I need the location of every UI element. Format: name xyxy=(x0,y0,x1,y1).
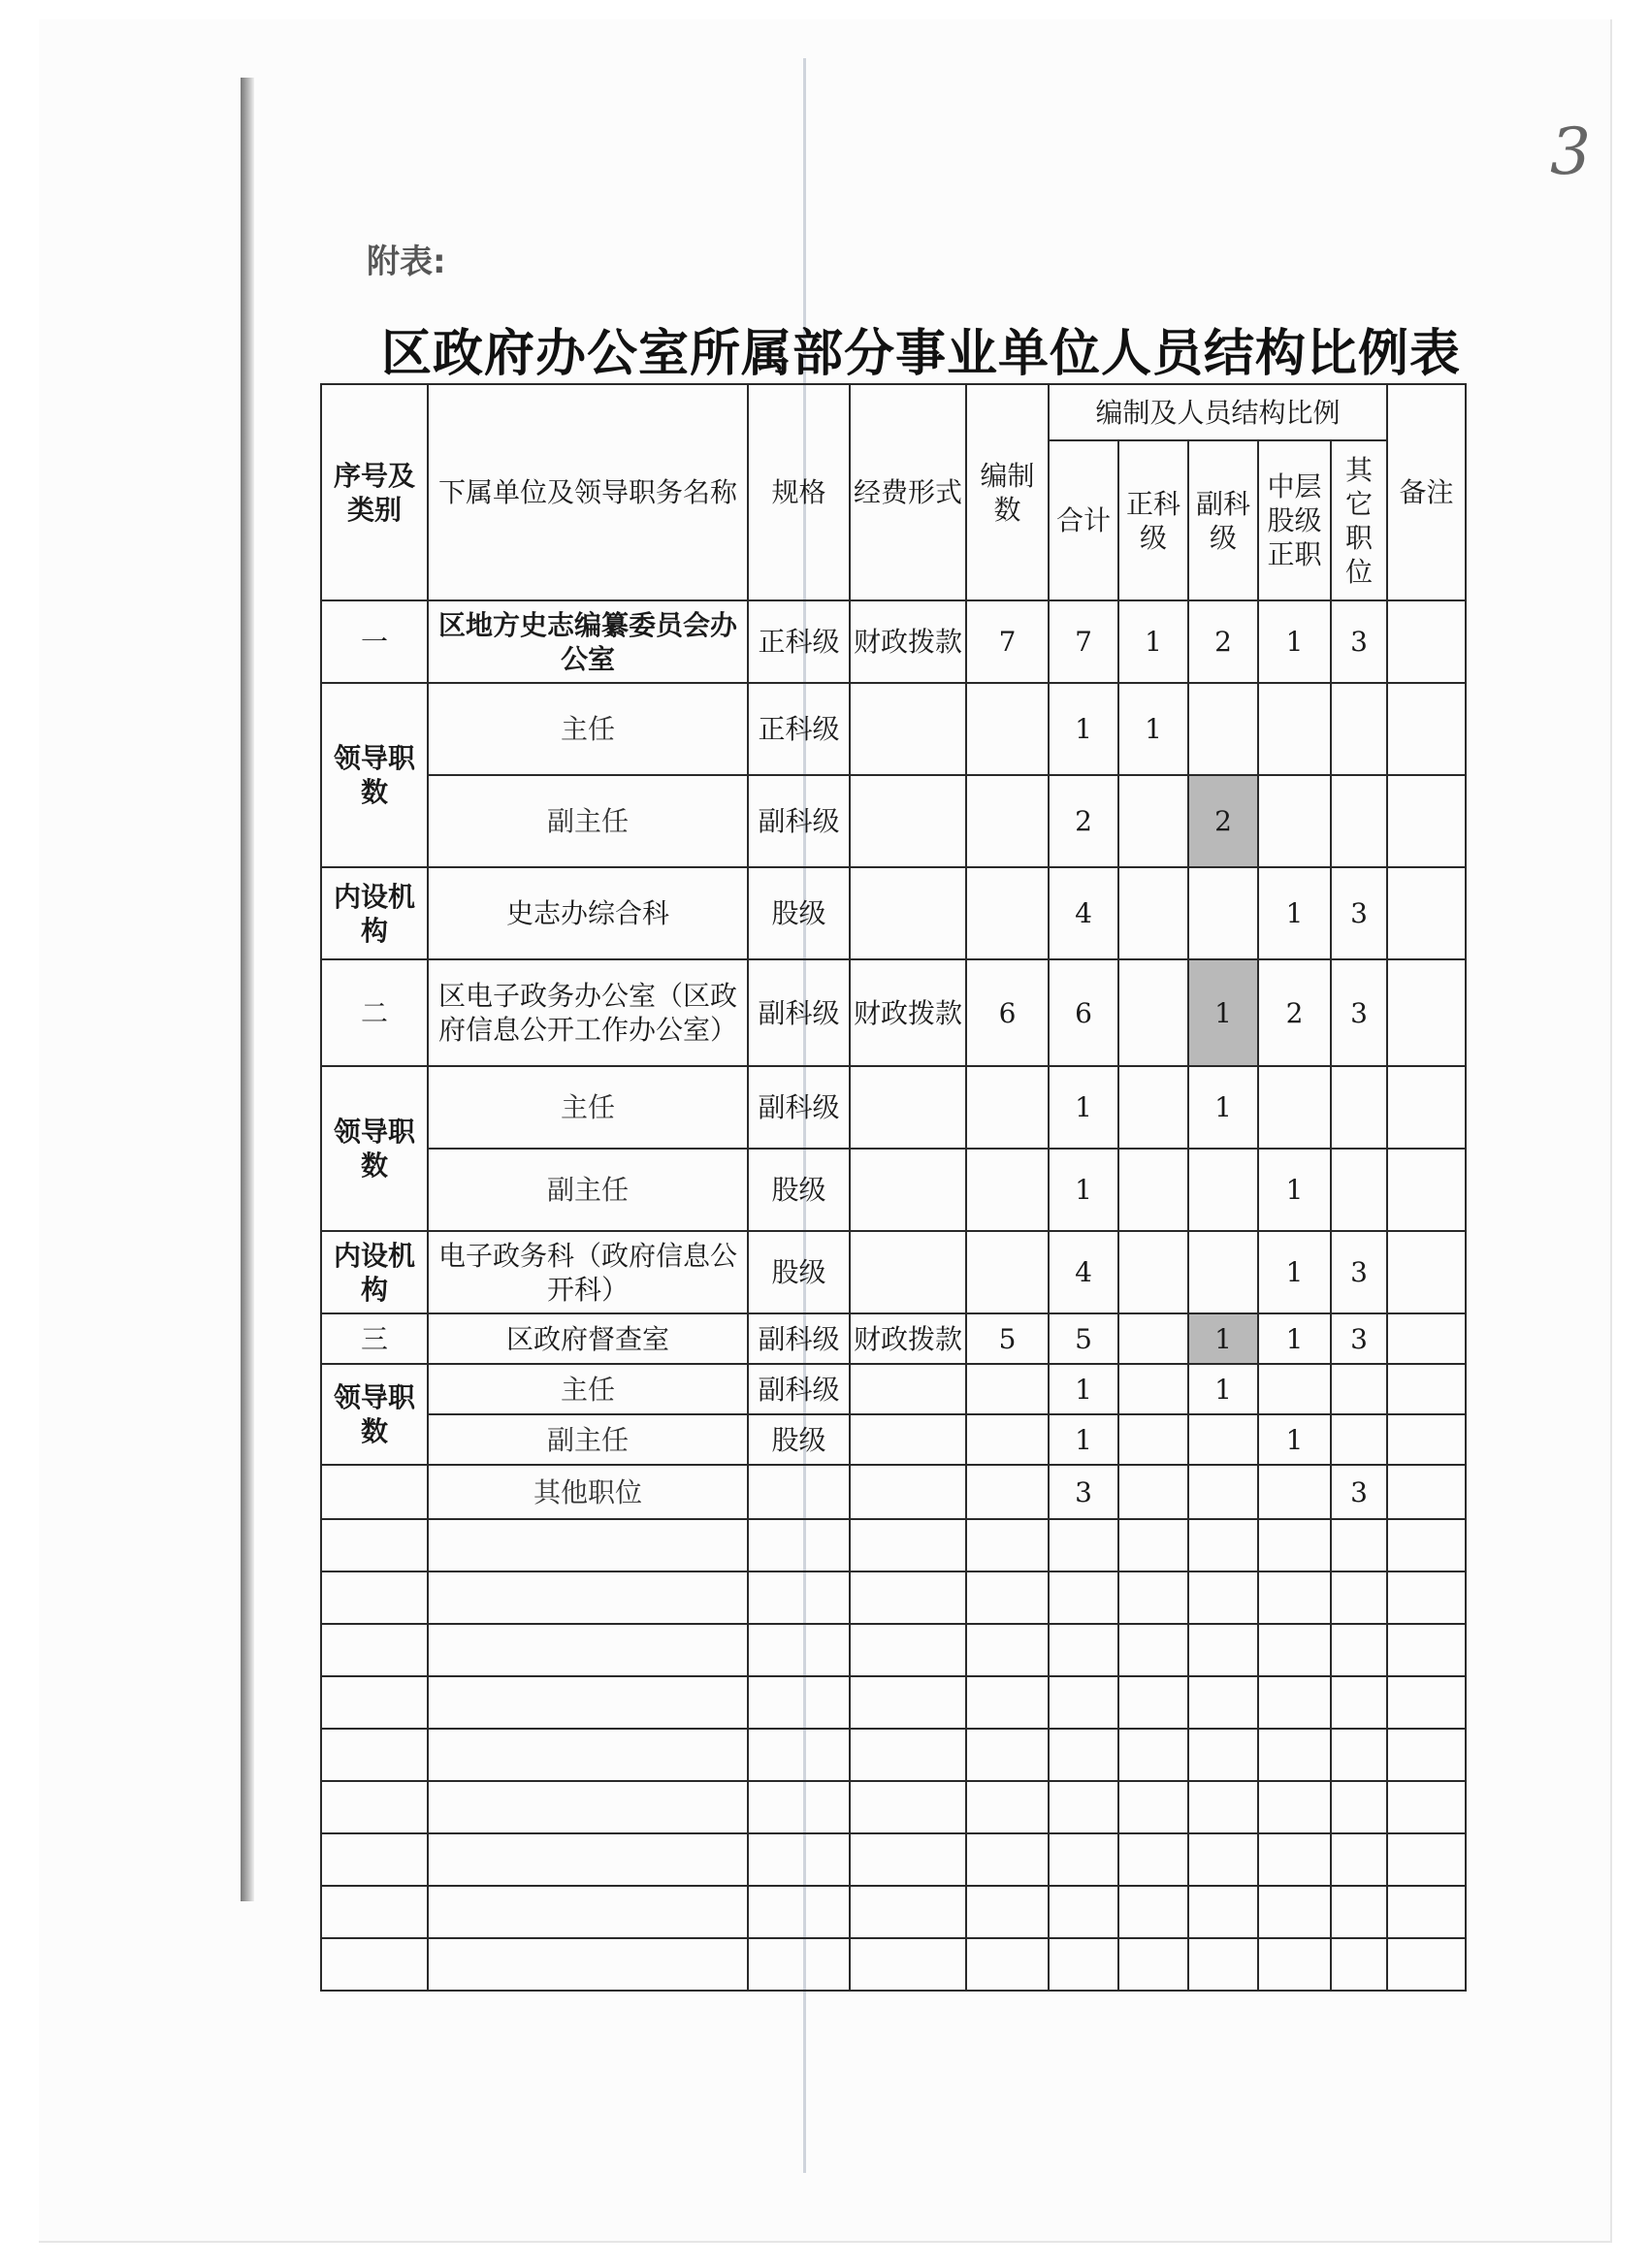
row-other xyxy=(1331,1364,1387,1414)
empty-cell xyxy=(1387,1676,1466,1729)
empty-cell xyxy=(1188,1938,1258,1991)
row-quota: 6 xyxy=(966,959,1049,1066)
empty-row xyxy=(321,1833,1466,1886)
empty-cell xyxy=(1188,1571,1258,1624)
empty-cell xyxy=(1118,1624,1188,1676)
row-grade: 股级 xyxy=(748,1414,850,1465)
empty-cell xyxy=(1331,1729,1387,1781)
empty-row xyxy=(321,1886,1466,1938)
row-zhengke: 1 xyxy=(1118,683,1188,775)
row-unit-name: 主任 xyxy=(428,683,748,775)
empty-cell xyxy=(321,1519,428,1571)
header-unit-name: 下属单位及领导职务名称 xyxy=(428,384,748,600)
row-grade: 股级 xyxy=(748,867,850,959)
row-total: 7 xyxy=(1049,600,1118,683)
row-grade: 股级 xyxy=(748,1231,850,1313)
row-remark xyxy=(1387,867,1466,959)
empty-cell xyxy=(966,1624,1049,1676)
table-row xyxy=(321,600,1466,683)
row-middle xyxy=(1258,1465,1331,1519)
row-zhengke xyxy=(1118,1414,1188,1465)
row-unit-name: 区地方史志编纂委员会办公室 xyxy=(428,600,748,683)
row-zhengke xyxy=(1118,1313,1188,1364)
row-funding xyxy=(850,775,966,867)
empty-cell xyxy=(966,1938,1049,1991)
empty-cell xyxy=(321,1781,428,1833)
empty-cell xyxy=(428,1729,748,1781)
row-funding: 财政拨款 xyxy=(850,600,966,683)
row-remark xyxy=(1387,775,1466,867)
empty-cell xyxy=(428,1676,748,1729)
table-row xyxy=(321,867,1466,959)
row-other: 3 xyxy=(1331,867,1387,959)
row-fuke: 2 xyxy=(1188,775,1258,867)
row-other xyxy=(1331,683,1387,775)
empty-cell xyxy=(428,1624,748,1676)
row-seq: 三 xyxy=(321,1313,428,1364)
empty-cell xyxy=(1331,1624,1387,1676)
empty-cell xyxy=(1387,1729,1466,1781)
row-unit-name: 区电子政务办公室（区政府信息公开工作办公室） xyxy=(428,959,748,1066)
empty-cell xyxy=(748,1781,850,1833)
empty-row xyxy=(321,1729,1466,1781)
row-zhengke: 1 xyxy=(1118,600,1188,683)
row-remark xyxy=(1387,683,1466,775)
header-quota: 编制数 xyxy=(966,384,1049,600)
row-other: 3 xyxy=(1331,959,1387,1066)
empty-row xyxy=(321,1624,1466,1676)
row-total: 1 xyxy=(1049,1149,1118,1231)
empty-cell xyxy=(428,1519,748,1571)
row-funding xyxy=(850,683,966,775)
row-zhengke xyxy=(1118,1364,1188,1414)
row-total: 6 xyxy=(1049,959,1118,1066)
empty-cell xyxy=(850,1729,966,1781)
row-middle: 1 xyxy=(1258,867,1331,959)
empty-row xyxy=(321,1519,1466,1571)
empty-cell xyxy=(748,1729,850,1781)
row-quota xyxy=(966,1414,1049,1465)
row-fuke: 2 xyxy=(1188,600,1258,683)
empty-cell xyxy=(1258,1781,1331,1833)
table-row xyxy=(321,683,1466,775)
row-grade: 副科级 xyxy=(748,775,850,867)
empty-cell xyxy=(1118,1571,1188,1624)
structure-table-wrapper xyxy=(320,383,1467,1992)
row-funding: 财政拨款 xyxy=(850,959,966,1066)
row-zhengke xyxy=(1118,959,1188,1066)
row-quota xyxy=(966,1465,1049,1519)
row-middle xyxy=(1258,1066,1331,1149)
table-row xyxy=(321,1364,1466,1414)
attachment-label: 附表: xyxy=(367,243,446,281)
empty-cell xyxy=(1331,1938,1387,1991)
empty-cell xyxy=(1258,1571,1331,1624)
empty-cell xyxy=(1331,1519,1387,1571)
empty-cell xyxy=(321,1886,428,1938)
empty-cell xyxy=(1049,1729,1118,1781)
structure-table xyxy=(320,383,1467,1992)
row-remark xyxy=(1387,1313,1466,1364)
empty-cell xyxy=(428,1886,748,1938)
row-funding xyxy=(850,1231,966,1313)
empty-cell xyxy=(850,1571,966,1624)
row-funding: 财政拨款 xyxy=(850,1313,966,1364)
row-remark xyxy=(1387,1364,1466,1414)
row-funding xyxy=(850,1465,966,1519)
row-other xyxy=(1331,1149,1387,1231)
row-zhengke xyxy=(1118,775,1188,867)
row-middle: 1 xyxy=(1258,1149,1331,1231)
row-funding xyxy=(850,867,966,959)
empty-cell xyxy=(1118,1519,1188,1571)
row-remark xyxy=(1387,1149,1466,1231)
row-zhengke xyxy=(1118,1149,1188,1231)
row-unit-name: 其他职位 xyxy=(428,1465,748,1519)
row-total: 4 xyxy=(1049,867,1118,959)
empty-cell xyxy=(1331,1781,1387,1833)
row-grade: 副科级 xyxy=(748,1364,850,1414)
row-zhengke xyxy=(1118,867,1188,959)
row-other xyxy=(1331,1414,1387,1465)
header-total: 合计 xyxy=(1049,440,1118,600)
empty-cell xyxy=(748,1833,850,1886)
table-row xyxy=(321,775,1466,867)
row-grade: 正科级 xyxy=(748,600,850,683)
empty-cell xyxy=(1049,1781,1118,1833)
empty-cell xyxy=(748,1519,850,1571)
empty-cell xyxy=(1049,1833,1118,1886)
empty-cell xyxy=(1387,1833,1466,1886)
empty-row xyxy=(321,1938,1466,1991)
row-unit-name: 副主任 xyxy=(428,775,748,867)
empty-cell xyxy=(966,1676,1049,1729)
row-middle xyxy=(1258,683,1331,775)
row-grade: 副科级 xyxy=(748,1313,850,1364)
empty-cell xyxy=(966,1833,1049,1886)
header-row-1 xyxy=(321,384,1466,440)
row-total: 2 xyxy=(1049,775,1118,867)
empty-cell xyxy=(1188,1519,1258,1571)
row-fuke xyxy=(1188,1149,1258,1231)
header-seq-category: 序号及类别 xyxy=(321,384,428,600)
header-grade: 规格 xyxy=(748,384,850,600)
row-other xyxy=(1331,1066,1387,1149)
row-quota: 7 xyxy=(966,600,1049,683)
empty-cell xyxy=(321,1833,428,1886)
empty-cell xyxy=(1258,1729,1331,1781)
row-middle: 1 xyxy=(1258,1414,1331,1465)
header-middle: 中层股级正职 xyxy=(1258,440,1331,600)
row-remark xyxy=(1387,1066,1466,1149)
table-row xyxy=(321,1066,1466,1149)
empty-cell xyxy=(1331,1676,1387,1729)
header-fuke: 副科级 xyxy=(1188,440,1258,600)
empty-cell xyxy=(1188,1676,1258,1729)
row-quota xyxy=(966,1231,1049,1313)
empty-cell xyxy=(1118,1833,1188,1886)
row-remark xyxy=(1387,959,1466,1066)
row-zhengke xyxy=(1118,1231,1188,1313)
empty-row xyxy=(321,1571,1466,1624)
row-remark xyxy=(1387,1414,1466,1465)
empty-cell xyxy=(850,1938,966,1991)
empty-cell xyxy=(428,1938,748,1991)
row-funding xyxy=(850,1066,966,1149)
empty-cell xyxy=(1118,1886,1188,1938)
empty-cell xyxy=(966,1886,1049,1938)
empty-cell xyxy=(1258,1833,1331,1886)
empty-cell xyxy=(748,1624,850,1676)
empty-cell xyxy=(321,1624,428,1676)
row-quota xyxy=(966,867,1049,959)
empty-cell xyxy=(1049,1938,1118,1991)
table-row xyxy=(321,959,1466,1066)
empty-cell xyxy=(1258,1624,1331,1676)
row-fuke: 1 xyxy=(1188,1364,1258,1414)
row-middle: 2 xyxy=(1258,959,1331,1066)
empty-cell xyxy=(966,1781,1049,1833)
empty-row xyxy=(321,1676,1466,1729)
header-zhengke: 正科级 xyxy=(1118,440,1188,600)
row-grade: 副科级 xyxy=(748,959,850,1066)
row-total: 1 xyxy=(1049,1414,1118,1465)
table-row xyxy=(321,1414,1466,1465)
empty-cell xyxy=(1188,1729,1258,1781)
row-grade: 正科级 xyxy=(748,683,850,775)
row-quota xyxy=(966,775,1049,867)
empty-cell xyxy=(1049,1886,1118,1938)
header-funding: 经费形式 xyxy=(850,384,966,600)
empty-cell xyxy=(1118,1938,1188,1991)
page-title: 区政府办公室所属部分事业单位人员结构比例表 xyxy=(381,324,1462,383)
row-category: 领导职数 xyxy=(321,1364,428,1465)
empty-cell xyxy=(748,1571,850,1624)
empty-cell xyxy=(850,1676,966,1729)
header-other: 其它职位 xyxy=(1331,440,1387,600)
row-funding xyxy=(850,1364,966,1414)
row-unit-name: 电子政务科（政府信息公开科） xyxy=(428,1231,748,1313)
empty-cell xyxy=(1387,1519,1466,1571)
row-quota xyxy=(966,683,1049,775)
row-total: 1 xyxy=(1049,683,1118,775)
empty-cell xyxy=(850,1886,966,1938)
row-remark xyxy=(1387,1231,1466,1313)
header-remark: 备注 xyxy=(1387,384,1466,600)
empty-cell xyxy=(966,1729,1049,1781)
empty-cell xyxy=(1188,1886,1258,1938)
row-fuke xyxy=(1188,1231,1258,1313)
row-unit-name: 副主任 xyxy=(428,1149,748,1231)
empty-cell xyxy=(1387,1781,1466,1833)
binding-shadow xyxy=(241,78,254,1901)
row-middle: 1 xyxy=(1258,600,1331,683)
empty-cell xyxy=(850,1624,966,1676)
row-total: 4 xyxy=(1049,1231,1118,1313)
row-seq: 二 xyxy=(321,959,428,1066)
row-unit-name: 主任 xyxy=(428,1364,748,1414)
empty-cell xyxy=(1118,1676,1188,1729)
row-other: 3 xyxy=(1331,1231,1387,1313)
row-grade xyxy=(748,1465,850,1519)
row-fuke xyxy=(1188,867,1258,959)
row-other: 3 xyxy=(1331,600,1387,683)
empty-cell xyxy=(1049,1676,1118,1729)
empty-cell xyxy=(321,1676,428,1729)
row-middle xyxy=(1258,775,1331,867)
empty-cell xyxy=(1387,1571,1466,1624)
row-total: 3 xyxy=(1049,1465,1118,1519)
table-row xyxy=(321,1231,1466,1313)
row-unit-name: 区政府督查室 xyxy=(428,1313,748,1364)
empty-cell xyxy=(321,1729,428,1781)
row-quota xyxy=(966,1364,1049,1414)
empty-cell xyxy=(850,1833,966,1886)
empty-cell xyxy=(1188,1781,1258,1833)
empty-cell xyxy=(850,1519,966,1571)
empty-cell xyxy=(1387,1624,1466,1676)
row-fuke: 1 xyxy=(1188,959,1258,1066)
row-fuke xyxy=(1188,1465,1258,1519)
row-unit-name: 副主任 xyxy=(428,1414,748,1465)
empty-cell xyxy=(1188,1833,1258,1886)
row-zhengke xyxy=(1118,1465,1188,1519)
row-quota xyxy=(966,1066,1049,1149)
empty-cell xyxy=(1258,1676,1331,1729)
row-unit-name: 主任 xyxy=(428,1066,748,1149)
row-middle xyxy=(1258,1364,1331,1414)
row-total: 1 xyxy=(1049,1066,1118,1149)
empty-cell xyxy=(1188,1624,1258,1676)
empty-cell xyxy=(1387,1938,1466,1991)
table-row xyxy=(321,1465,1466,1519)
empty-cell xyxy=(1331,1886,1387,1938)
row-category xyxy=(321,1465,428,1519)
row-middle: 1 xyxy=(1258,1313,1331,1364)
empty-cell xyxy=(428,1571,748,1624)
row-remark xyxy=(1387,600,1466,683)
row-seq: 一 xyxy=(321,600,428,683)
row-other: 3 xyxy=(1331,1313,1387,1364)
empty-cell xyxy=(1049,1624,1118,1676)
empty-cell xyxy=(1331,1833,1387,1886)
row-other xyxy=(1331,775,1387,867)
row-funding xyxy=(850,1414,966,1465)
row-category: 内设机构 xyxy=(321,1231,428,1313)
empty-cell xyxy=(1258,1938,1331,1991)
empty-cell xyxy=(966,1571,1049,1624)
row-middle: 1 xyxy=(1258,1231,1331,1313)
table-row xyxy=(321,1149,1466,1231)
row-fuke xyxy=(1188,683,1258,775)
row-unit-name: 史志办综合科 xyxy=(428,867,748,959)
empty-cell xyxy=(748,1886,850,1938)
empty-cell xyxy=(748,1938,850,1991)
row-fuke xyxy=(1188,1414,1258,1465)
empty-cell xyxy=(1387,1886,1466,1938)
empty-cell xyxy=(1049,1519,1118,1571)
empty-cell xyxy=(1258,1519,1331,1571)
table-row xyxy=(321,1313,1466,1364)
page-number: 3 xyxy=(1550,114,1591,189)
empty-cell xyxy=(1049,1571,1118,1624)
header-ratio-group: 编制及人员结构比例 xyxy=(1049,384,1387,440)
row-remark xyxy=(1387,1465,1466,1519)
row-funding xyxy=(850,1149,966,1231)
empty-cell xyxy=(1331,1571,1387,1624)
row-quota: 5 xyxy=(966,1313,1049,1364)
empty-cell xyxy=(850,1781,966,1833)
empty-cell xyxy=(321,1571,428,1624)
empty-cell xyxy=(428,1833,748,1886)
empty-cell xyxy=(321,1938,428,1991)
empty-cell xyxy=(1118,1781,1188,1833)
empty-cell xyxy=(1118,1729,1188,1781)
row-category: 领导职数 xyxy=(321,1066,428,1231)
row-zhengke xyxy=(1118,1066,1188,1149)
row-quota xyxy=(966,1149,1049,1231)
blank-rows xyxy=(321,1519,1466,1991)
row-total: 1 xyxy=(1049,1364,1118,1414)
empty-cell xyxy=(1258,1886,1331,1938)
row-category: 领导职数 xyxy=(321,683,428,867)
empty-cell xyxy=(428,1781,748,1833)
row-other: 3 xyxy=(1331,1465,1387,1519)
empty-row xyxy=(321,1781,1466,1833)
row-category: 内设机构 xyxy=(321,867,428,959)
row-grade: 股级 xyxy=(748,1149,850,1231)
row-grade: 副科级 xyxy=(748,1066,850,1149)
row-fuke: 1 xyxy=(1188,1313,1258,1364)
row-fuke: 1 xyxy=(1188,1066,1258,1149)
row-total: 5 xyxy=(1049,1313,1118,1364)
empty-cell xyxy=(748,1676,850,1729)
empty-cell xyxy=(966,1519,1049,1571)
